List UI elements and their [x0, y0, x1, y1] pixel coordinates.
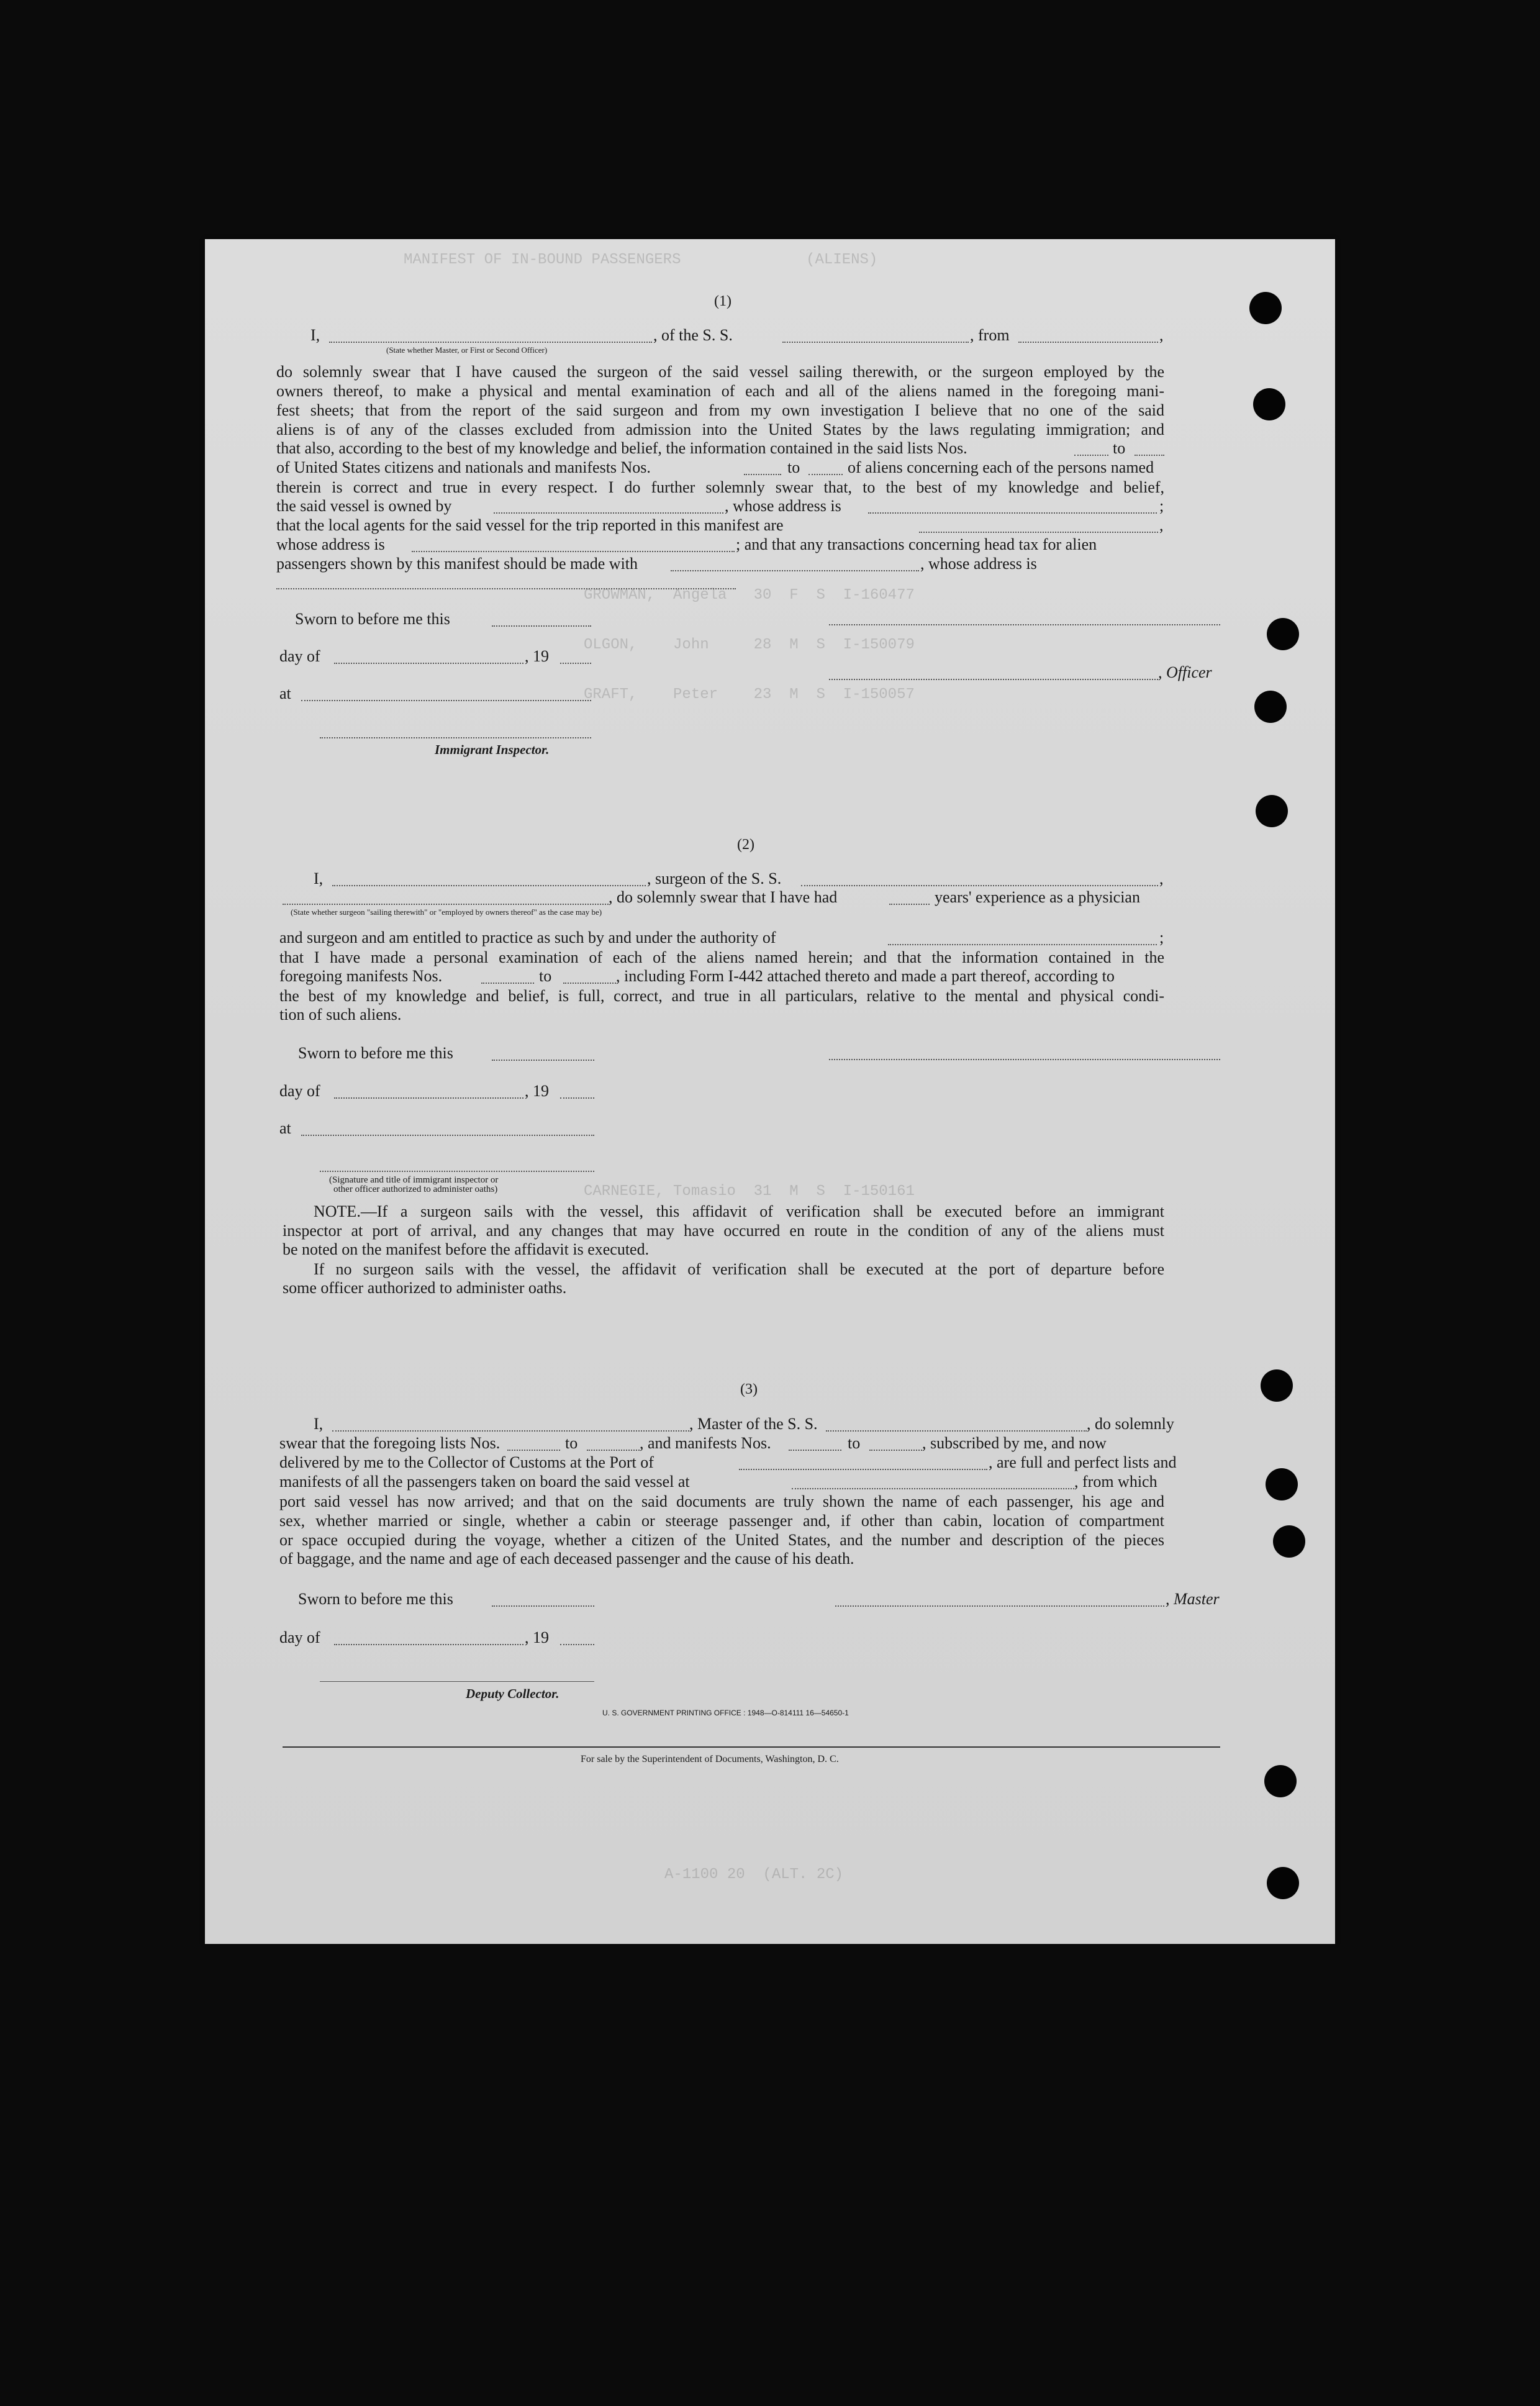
inspector-signature-blank [320, 737, 591, 738]
master-name-blank [332, 1430, 689, 1432]
manifest-to-blank [808, 474, 843, 475]
sec3-line-4a: manifests of all the passengers taken on board the said vessel at [279, 1473, 690, 1491]
sec3-line-2b: , and manifests Nos. [640, 1434, 771, 1452]
sec3-line-3b: , are full and perfect lists and [989, 1453, 1177, 1471]
sec3-master: , Master of the S. S. [689, 1415, 818, 1433]
sec1-line-6b: of aliens concerning each of the persons named [848, 458, 1154, 476]
note-line-5: some officer authorized to administer oaths. [283, 1279, 567, 1297]
sec1-line-6a: of United States citizens and nationals and manifests Nos. [276, 458, 651, 476]
sec1-sworn: Sworn to before me this [295, 610, 450, 628]
form-page [205, 239, 1335, 1944]
sec1-line-5: that also, according to the best of my knowledge and belief, the information contained in the said lists Nos. [276, 439, 967, 457]
officer-signature-blank [829, 624, 1220, 625]
sec2-line-3: and surgeon and am entitled to practice as such by and under the authority of [279, 928, 776, 947]
to-label: to [565, 1434, 578, 1452]
year-blank [560, 1097, 594, 1099]
semicolon: ; [1159, 497, 1164, 515]
authority-blank [888, 944, 1157, 945]
sec3-dayof: day of [279, 1628, 320, 1646]
surgeon-manifest-to-blank [563, 983, 616, 984]
sec1-line-7: therein is correct and true in every respect. I do further solemnly swear that, to the best of my knowledge and belief, [276, 478, 1164, 496]
sec1-of-ss: , of the S. S. [653, 326, 733, 344]
sec2-line-6: the best of my knowledge and belief, is full, correct, and true in all particulars, relative to the mental and physical condi- [279, 987, 1164, 1005]
note-line-3: be noted on the manifest before the affidavit is executed. [283, 1240, 650, 1258]
lists-to-blank [1135, 455, 1164, 456]
sec1-line-4: aliens is of any of the classes excluded from admission into the United States by the laws regulating immigration; and [276, 420, 1164, 438]
sec1-line-9: that the local agents for the said vessel for the trip reported in this manifest are [276, 516, 784, 534]
lists-from-blank [507, 1450, 560, 1451]
sec3-line-2a: swear that the foregoing lists Nos. [279, 1434, 500, 1452]
manifest-from-blank [789, 1450, 841, 1451]
sec3-line-7: or space occupied during the voyage, whether a citizen of the United States, and the number and description of the pieces [279, 1531, 1164, 1549]
punch-hole [1261, 1369, 1293, 1402]
officer-label: , Officer [1158, 663, 1212, 681]
surgeon-signature-blank [829, 1059, 1220, 1060]
sec1-i: I, [310, 326, 320, 344]
sec1-line-11b: , whose address is [920, 555, 1037, 573]
comma: , [1159, 516, 1164, 534]
sec2-sig-caption-1: (Signature and title of immigrant inspector or [329, 1175, 499, 1185]
punch-hole [1267, 618, 1299, 650]
sec2-line-4: that I have made a personal examination of each of the aliens named herein; and that the information contained in the [279, 948, 1164, 966]
punch-hole [1266, 1468, 1298, 1500]
sec3-line-2c: , subscribed by me, and now [922, 1434, 1107, 1452]
owner-address-blank [868, 512, 1157, 514]
from-blank [1018, 342, 1158, 343]
place-blank [301, 1135, 594, 1136]
sec3-solemnly: , do solemnly [1087, 1415, 1174, 1433]
punch-hole [1256, 795, 1288, 827]
oath-officer-signature-blank [320, 1171, 594, 1172]
master-label: , Master [1166, 1590, 1220, 1608]
comma: , [1159, 326, 1164, 344]
gpo-imprint: U. S. GOVERNMENT PRINTING OFFICE : 1948—O-814111 16—54650-1 [602, 1709, 849, 1717]
master-vessel-blank [826, 1430, 1087, 1432]
bleed-through-text: A-1100 20 (ALT. 2C) [664, 1866, 844, 1883]
surgeon-vessel-blank [801, 885, 1158, 886]
owner-blank [494, 512, 723, 514]
headtax-address-blank [276, 588, 736, 589]
sec2-dayof: day of [279, 1082, 320, 1100]
surgeon-name-blank [332, 885, 646, 886]
vessel-blank [782, 342, 969, 343]
years-blank [889, 904, 930, 905]
sec1-line-1: do solemnly swear that I have caused the surgeon of the said vessel sailing therewith, or the surgeon employed by the [276, 363, 1164, 381]
sec2-i: I, [314, 869, 324, 887]
lists-to-blank [587, 1450, 640, 1451]
sec1-line-10b: ; and that any transactions concerning head tax for alien [736, 535, 1097, 553]
bleed-through-text: GROWMAN, Angela 30 F S I-160477 [584, 587, 915, 604]
agents-blank [919, 532, 1158, 533]
bleed-through-text: OLGON, John 28 M S I-150079 [584, 637, 915, 653]
sec2-hint: (State whether surgeon "sailing therewith" or "employed by owners thereof" as the case may be) [291, 907, 602, 917]
year-prefix: , 19 [525, 1628, 549, 1646]
year-prefix: , 19 [525, 647, 549, 665]
sec2-surgeon: , surgeon of the S. S. [647, 869, 782, 887]
to-label: to [1113, 439, 1126, 457]
sec3-line-3a: delivered by me to the Collector of Customs at the Port of [279, 1453, 654, 1471]
punch-hole [1267, 1867, 1299, 1899]
sec1-dayof: day of [279, 647, 320, 665]
sec3-line-5: port said vessel has now arrived; and that on the said documents are truly shown the name of each passenger, his age and [279, 1492, 1164, 1510]
sec3-i: I, [314, 1415, 324, 1433]
sworn-day-blank [492, 1605, 594, 1607]
place-blank [301, 700, 591, 701]
bleed-through-text: GRAFT, Peter 23 M S I-150057 [584, 686, 915, 703]
inspector-label: Immigrant Inspector. [435, 742, 550, 757]
month-blank [334, 1097, 523, 1099]
manifest-to-blank [869, 1450, 922, 1451]
sec2-line-7: tion of such aliens. [279, 1006, 402, 1024]
sec2-sworn: Sworn to before me this [298, 1044, 453, 1062]
punch-hole [1264, 1765, 1297, 1797]
sec1-at: at [279, 684, 291, 702]
manifest-from-blank [744, 474, 781, 475]
port-blank [739, 1469, 987, 1470]
deputy-signature-blank [320, 1681, 594, 1682]
sec1-line-3: fest sheets; that from the report of the said surgeon and from my own investigation I believe that no one of the said [276, 401, 1164, 419]
sec3-line-8: of baggage, and the name and age of each deceased passenger and the cause of his death. [279, 1550, 854, 1568]
deputy-label: Deputy Collector. [466, 1686, 559, 1701]
bleed-through-text: MANIFEST OF IN-BOUND PASSENGERS (ALIENS) [404, 252, 878, 268]
punch-hole [1253, 388, 1285, 420]
footer-rule [283, 1746, 1220, 1748]
sec1-line-8a: the said vessel is owned by [276, 497, 452, 515]
sworn-day-blank [492, 625, 591, 627]
sec2-line-2a: , do solemnly swear that I have had [609, 888, 838, 906]
sec1-line-10a: whose address is [276, 535, 385, 553]
sec1-line-8b: , whose address is [725, 497, 841, 515]
surgeon-manifest-from-blank [481, 983, 534, 984]
year-blank [560, 663, 591, 664]
punch-hole [1273, 1525, 1305, 1558]
sec1-line-11a: passengers shown by this manifest should be made with [276, 555, 638, 573]
agents-address-blank [412, 551, 735, 552]
sec2-line-2b: years' experience as a physician [935, 888, 1140, 906]
month-blank [334, 1644, 523, 1645]
section-3-number: (3) [740, 1381, 758, 1397]
year-prefix: , 19 [525, 1082, 549, 1100]
sale-notice: For sale by the Superintendent of Documents, Washington, D. C. [581, 1754, 839, 1764]
note-line-1: NOTE.—If a surgeon sails with the vessel, this affidavit of verification shall be executed before an immigrant [314, 1202, 1164, 1220]
to-label: to [539, 967, 552, 985]
to-label: to [787, 458, 800, 476]
section-1-number: (1) [714, 293, 732, 309]
sec1-line-2: owners thereof, to make a physical and mental examination of each and all of the aliens named in the foregoing mani- [276, 382, 1164, 400]
sec2-sig-caption-2: other officer authorized to administer oaths) [333, 1184, 498, 1194]
sec1-hint: (State whether Master, or First or Second Officer) [386, 345, 548, 355]
to-label: to [848, 1434, 861, 1452]
semicolon: ; [1159, 928, 1164, 947]
headtax-blank [671, 570, 919, 571]
departure-port-blank [792, 1488, 1074, 1489]
bleed-through-text: CARNEGIE, Tomasio 31 M S I-150161 [584, 1183, 915, 1200]
month-blank [334, 663, 523, 664]
sec2-at: at [279, 1119, 291, 1137]
surgeon-status-blank [283, 904, 609, 905]
section-2-number: (2) [737, 837, 754, 853]
comma: , [1159, 869, 1164, 887]
sec3-line-4b: , from which [1074, 1473, 1157, 1491]
rank-blank [329, 342, 652, 343]
note-line-4: If no surgeon sails with the vessel, the affidavit of verification shall be executed at the port of departure before [314, 1260, 1164, 1278]
year-blank [560, 1644, 594, 1645]
sworn-day-blank [492, 1060, 594, 1061]
note-line-2: inspector at port of arrival, and any changes that may have occurred en route in the condition of any of the aliens must [283, 1222, 1164, 1240]
punch-hole [1249, 292, 1282, 324]
sec3-sworn: Sworn to before me this [298, 1590, 453, 1608]
sec2-line-5a: foregoing manifests Nos. [279, 967, 443, 985]
sec1-from: , from [970, 326, 1010, 344]
officer-name-blank [829, 679, 1158, 680]
master-signature-blank [835, 1605, 1164, 1607]
sec2-line-5b: , including Form I-442 attached thereto and made a part thereof, according to [616, 967, 1115, 985]
lists-from-blank [1074, 455, 1108, 456]
punch-hole [1254, 691, 1287, 723]
sec3-line-6: sex, whether married or single, whether a cabin or steerage passenger and, if other than cabin, location of compartment [279, 1512, 1164, 1530]
